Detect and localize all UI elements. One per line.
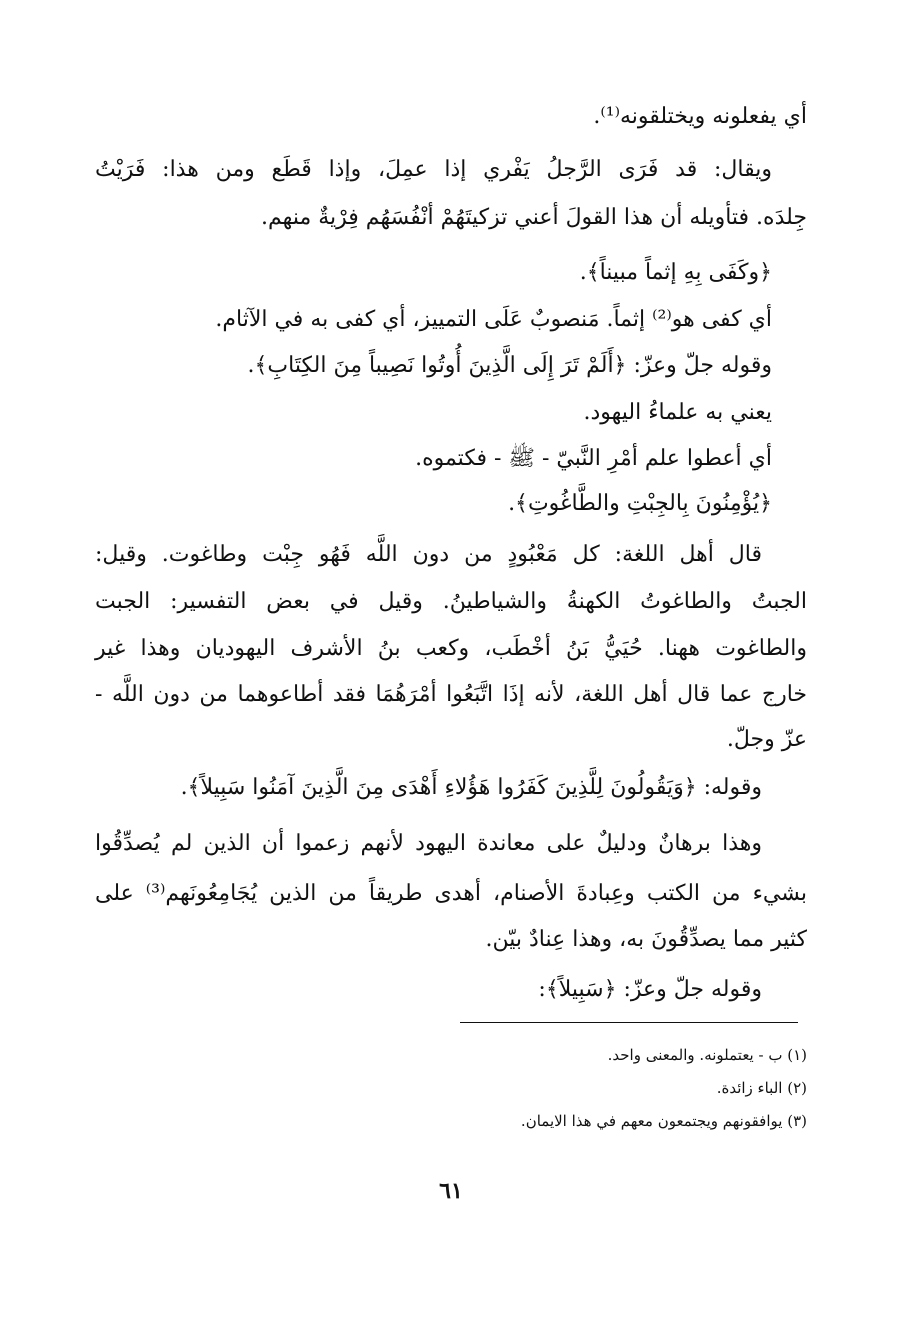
text-line: قال أهل اللغة: كل مَعْبُودٍ من دون اللَّه فَهُو جِبْت وطاغوت. وقيل:: [95, 542, 762, 567]
footnote: (٣) يوافقونهم ويجتمعون معهم في هذا الايمان.: [520, 1112, 807, 1130]
footnote-separator: [460, 1022, 798, 1023]
text-line: عزّ وجلّ.: [726, 727, 807, 752]
text-line: الجبتُ والطاغوتُ الكهنةُ والشياطينُ. وقيل في بعض التفسير: الجبت: [95, 589, 807, 614]
text-line: وقوله جلّ وعزّ: ﴿سَبِيلاً﴾:: [538, 977, 762, 1002]
text-line: جِلدَه. فتأويله أن هذا القولَ أعني تزكيتَهُمْ أنْفُسَهُم فِرْيةٌ منهم.: [261, 205, 807, 230]
quran-verse: وقوله: ﴿وَيَقُولُونَ لِلَّذِينَ كَفَرُوا هَؤُلاءِ أَهْدَى مِنَ الَّذِينَ آمَنُوا سَبِيلاً﴾.: [180, 775, 762, 800]
text-line: وهذا برهانٌ ودليلٌ على معاندة اليهود لأنهم زعموا أن الذين لم يُصدِّقُوا: [95, 831, 762, 856]
text-line: والطاغوت ههنا. حُيَيُّ بَنُ أخْطَب، وكعب بنُ الأشرف اليهوديان وهذا غير: [95, 636, 807, 661]
text-line: كثير مما يصدِّقُونَ به، وهذا عِنادٌ بيّن.: [485, 927, 807, 952]
text-line: وقوله جلّ وعزّ: ﴿أَلَمْ تَرَ إِلَى الَّذِينَ أُوتُوا نَصِيباً مِنَ الكِتَابِ﴾.: [247, 353, 772, 378]
text-line: أي أعطوا علم أمْرِ النَّبيّ - ﷺ - فكتموه.: [415, 446, 772, 471]
footnote: (١) ب - يعتملونه. والمعنى واحد.: [607, 1046, 807, 1064]
text-line: أي كفى هو⁽²⁾ إثماً. مَنصوبٌ عَلَى التمييز، أي كفى به في الآثام.: [215, 307, 772, 332]
text-line: بشيء من الكتب وعِبادةَ الأصنام، أهدى طريقاً من الذين يُجَامِعُونَهم⁽³⁾ على: [95, 881, 808, 906]
text-line: ويقال: قد فَرَى الرَّجلُ يَفْري إذا عمِلَ، وإذا قَطَع ومن هذا: فَرَيْتُ: [95, 157, 772, 182]
text-line: خارج عما قال أهل اللغة، لأنه إذَا اتَّبَعُوا أمْرَهُمَا فقد أطاعوهما من دون اللَّه -: [95, 682, 807, 707]
text-line: أي يفعلونه ويختلقونه⁽¹⁾.: [593, 104, 807, 129]
text-line: يعني به علماءُ اليهود.: [583, 400, 772, 425]
quran-verse: ﴿وكَفَى بِهِ إثماً مبيناً﴾.: [579, 260, 772, 285]
footnote: (٢) الباء زائدة.: [716, 1079, 807, 1097]
quran-verse: ﴿يُؤْمِنُونَ بِالجِبْتِ والطَّاغُوتِ﴾.: [508, 491, 772, 516]
page-number: ٦١: [439, 1178, 463, 1204]
